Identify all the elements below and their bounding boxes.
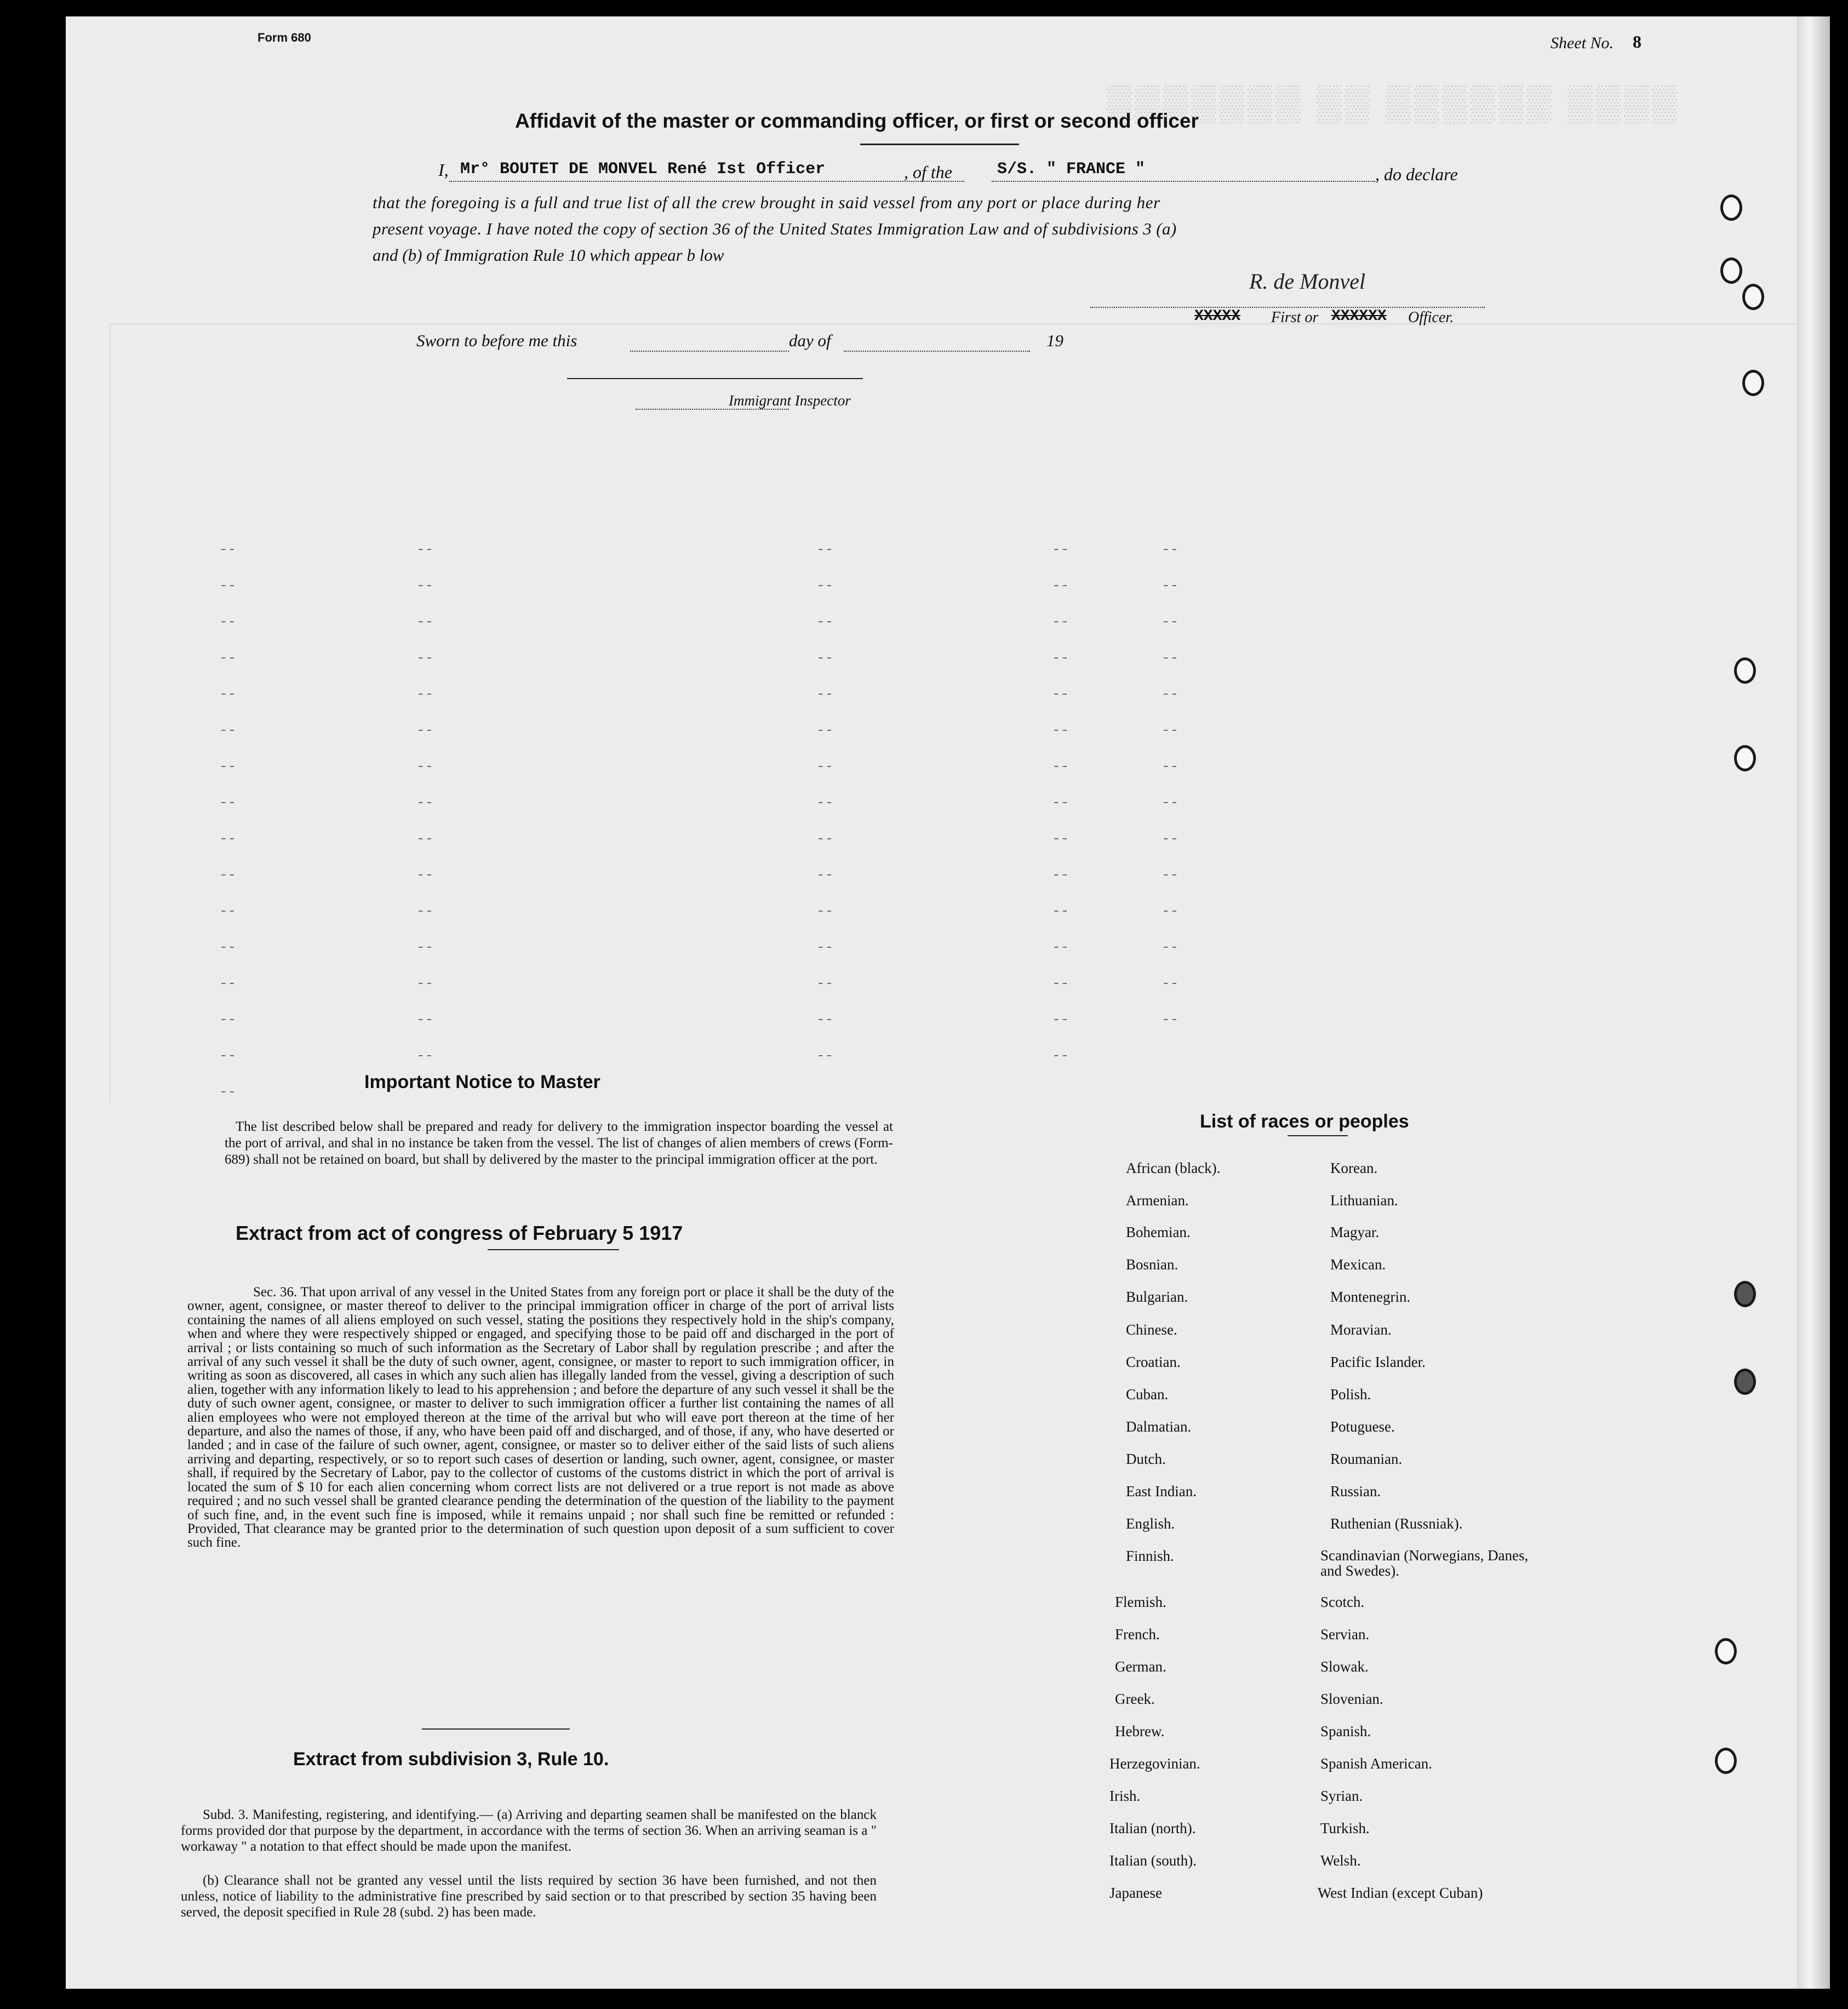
officer-name-line <box>449 181 964 182</box>
race-item: French. <box>1115 1626 1160 1642</box>
sheet-label: Sheet No. <box>1551 34 1614 52</box>
officer-signature: R. de Monvel <box>1249 269 1366 294</box>
binder-hole-icon <box>1742 284 1764 310</box>
binder-hole-icon <box>1720 194 1742 221</box>
signature-line <box>1090 307 1485 308</box>
race-item: Slowak. <box>1320 1658 1369 1675</box>
race-item: Finnish. <box>1126 1548 1174 1564</box>
race-item: Turkish. <box>1320 1820 1370 1836</box>
race-item: Roumanian. <box>1330 1451 1403 1467</box>
binder-edge <box>1797 16 1830 1989</box>
race-item: Mexican. <box>1330 1256 1386 1273</box>
race-item: Bulgarian. <box>1126 1289 1188 1305</box>
vessel-value: S/S. " FRANCE " <box>997 160 1146 179</box>
race-item: Japanese <box>1109 1885 1162 1901</box>
races-title-rule <box>1288 1135 1348 1136</box>
do-declare-label: , do declare <box>1375 164 1458 184</box>
notice-body: The list described below shall be prepared and ready for delivery to the immigration inspector boarding the vessel at the port of arrival, and shal in no instance be taken from the vessel. The list of changes of alien members of crews (Form-689) shall not be retained on board, but shall by delivered by the master to the principal immigration officer at the port. <box>225 1119 893 1167</box>
officer-title-suffix: Officer. <box>1408 309 1454 326</box>
race-item: Russian. <box>1330 1483 1381 1499</box>
race-item: Herzegovinian. <box>1109 1755 1200 1772</box>
document-page <box>66 16 1808 1989</box>
extract-rule-para-a: Subd. 3. Manifesting, registering, and identifying.— (a) Arriving and departing seamen shall be manifested on the blanck forms provided dor that purpose by the department, in accordance with the terms of section 36. When an arriving seaman is a " workaway " a notation to that effect should be made upon the manifest. <box>181 1807 877 1854</box>
race-item: Croatian. <box>1126 1354 1181 1370</box>
race-item: Pacific Islander. <box>1330 1354 1426 1370</box>
race-item: Slovenian. <box>1320 1691 1383 1707</box>
extract-act-body: Sec. 36. That upon arrival of any vessel in the United States from any foreign port or place it shall be the duty of the owner, agent, consignee, or master thereof to deliver to the principal immigration officer in charge of the port of arrival lists containing the names of all aliens employed on such vessel, stating the positions they respectively hold in the ship's company, when and where they were respectively shipped or engaged, and specifying those to be paid off and discharged in the port of arrival ; or lists containing so much of such information as the Secretary of Labor shall by regulation prescribe ; and after the arrival of any such vessel it shall be the duty of such owner, agent, consignee, or master to report to such immigration officer, in writing as soon as discovered, all cases in which any such alien has illegally landed from the vessel, giving a description of such alien, together with any information likely to lead to his apprehension ; and before the departure of any such vessel it shall be the duty of such owner agent, consignee, or master to deliver to such immigration officer a further list containing the names of all alien employees who were not employed thereon at the time of the arrival but who will eave port thereon at the time of her departure, and also the names of those, if any, who have been paid off and discharged, and of those, if any, who have deserted or landed ; and in case of the failure of such owner, agent, consignee, or master so to deliver either of the said lists of such aliens arriving and departing, respectively, or so to report such cases of desertion or landing, such owner, agent, consignee, or master shall, if required by the Secretary of Labor, pay to the collector of customs of the customs district in which the port of arrival is located the sum of $ 10 for each alien concerning whom correct lists are not delivered or a true report is not made as above required ; and no such vessel shall be granted clearance pending the determination of the question of the liability to the payment of such fine, and, in the event such fine is imposed, while it remains unpaid ; nor shall such fine be remitted or refunded : Provided, That clearance may be granted prior to the determination of such question upon deposit of a sum sufficient to cover such fine. <box>187 1285 894 1550</box>
race-item: Dalmatian. <box>1126 1418 1192 1435</box>
extract-rule-title: Extract from subdivision 3, Rule 10. <box>293 1749 609 1770</box>
binder-hole-icon <box>1734 1281 1756 1307</box>
race-item: Magyar. <box>1330 1224 1380 1240</box>
sworn-label: Sworn to before me this <box>416 331 577 350</box>
affidavit-line-3: present voyage. I have noted the copy of section 36 of the United States Immigration Law and of subdivisions 3 (a) <box>373 219 1177 238</box>
race-item: Bosnian. <box>1126 1256 1178 1273</box>
bleed-through-header: ▒▒▒▒▒▒▒ ▒▒ ▒▒▒▒▒▒ ▒▒▒▒ <box>1107 83 1680 122</box>
binder-hole-icon <box>1715 1638 1737 1664</box>
binder-hole-icon <box>1734 657 1756 684</box>
binder-hole-icon <box>1734 1369 1756 1395</box>
form-number: Form 680 <box>258 31 311 44</box>
extract-rule-para-b: (b) Clearance shall not be granted any vessel until the lists required by section 36 have been furnished, and not then unless, notice of liability to the administrative fine prescribed by said section or to that prescribed by section 35 having been served, the deposit specified in Rule 28 (subd. 2) has been made. <box>181 1873 877 1920</box>
race-item: Dutch. <box>1126 1451 1166 1467</box>
race-item: Irish. <box>1109 1788 1141 1804</box>
race-item: Lithuanian. <box>1330 1192 1398 1209</box>
race-item: African (black). <box>1126 1160 1221 1176</box>
sworn-month-line <box>844 351 1030 352</box>
race-item: Montenegrin. <box>1330 1289 1411 1305</box>
affidavit-line-4: and (b) of Immigration Rule 10 which appear b low <box>373 245 724 265</box>
race-item: Armenian. <box>1126 1192 1189 1209</box>
race-item: German. <box>1115 1658 1166 1675</box>
extract-act-rule <box>488 1249 619 1250</box>
notice-title: Important Notice to Master <box>364 1072 600 1092</box>
race-item: Cuban. <box>1126 1386 1169 1403</box>
ditto-column-marks-5: -- -- -- -- -- -- -- -- -- -- -- -- -- -- <box>1162 541 1179 1028</box>
race-item: Servian. <box>1320 1626 1370 1642</box>
race-item: Ruthenian (Russniak). <box>1330 1515 1463 1532</box>
race-item: Syrian. <box>1320 1788 1363 1804</box>
affidavit-line-2: that the foregoing is a full and true list of all the crew brought in said vessel from any port or place during her <box>373 193 1160 212</box>
affidavit-title: Affidavit of the master or commanding officer, or first or second officer <box>515 110 1199 132</box>
year-prefix: 19 <box>1046 331 1063 350</box>
race-item: Spanish American. <box>1320 1755 1432 1772</box>
binder-hole-icon <box>1734 745 1756 771</box>
race-item: English. <box>1126 1515 1175 1532</box>
officer-title-strike-2: XXXXXX <box>1331 308 1387 325</box>
ditto-column-marks: -- -- -- -- -- -- -- -- -- -- -- -- -- -- -- -- <box>219 541 237 1100</box>
race-item: Flemish. <box>1115 1594 1166 1610</box>
officer-title-first: First or <box>1271 309 1319 326</box>
bleed-through-grid <box>110 323 1798 1102</box>
extract-divider <box>422 1728 570 1730</box>
race-item: Scotch. <box>1320 1594 1365 1610</box>
race-item: Spanish. <box>1320 1723 1371 1739</box>
race-item: Bohemian. <box>1126 1224 1191 1240</box>
race-item: Italian (north). <box>1109 1820 1196 1836</box>
extract-act-title: Extract from act of congress of February 5 1917 <box>236 1222 683 1244</box>
inspector-label: Immigrant Inspector <box>729 392 851 409</box>
race-item: Potuguese. <box>1330 1418 1395 1435</box>
race-item: Hebrew. <box>1115 1723 1165 1739</box>
ditto-column-marks-4: -- -- -- -- -- -- -- -- -- -- -- -- -- -- -- <box>1052 541 1069 1064</box>
race-item: Welsh. <box>1320 1852 1361 1869</box>
race-item: Italian (south). <box>1109 1852 1197 1869</box>
vessel-line <box>992 181 1375 182</box>
race-item: Polish. <box>1330 1386 1371 1403</box>
race-item: West Indian (except Cuban) <box>1318 1885 1483 1901</box>
race-item: Chinese. <box>1126 1321 1177 1338</box>
title-rule <box>860 144 1019 145</box>
affidavit-prefix: I, <box>438 160 449 180</box>
day-of-label: day of <box>789 331 831 350</box>
race-item: Korean. <box>1330 1160 1378 1176</box>
binder-hole-icon <box>1720 257 1742 284</box>
binder-hole-icon <box>1715 1748 1737 1774</box>
binder-hole-icon <box>1742 370 1764 396</box>
races-title: List of races or peoples <box>1200 1111 1409 1132</box>
inspector-signature-line <box>567 378 863 379</box>
officer-name-value: Mr° BOUTET DE MONVEL René Ist Officer <box>460 160 826 179</box>
race-item: Moravian. <box>1330 1321 1392 1338</box>
race-item: East Indian. <box>1126 1483 1197 1499</box>
officer-title-strike: XXXXX <box>1194 308 1241 325</box>
sworn-day-line <box>630 351 789 352</box>
of-the-label: , of the <box>904 162 952 182</box>
sheet-number: 8 <box>1633 32 1641 51</box>
race-item: Scandinavian (Norwegians, Danes, and Swedes). <box>1320 1547 1529 1579</box>
ditto-column-marks-3: -- -- -- -- -- -- -- -- -- -- -- -- -- -- -- <box>816 541 834 1064</box>
ditto-column-marks-2: -- -- -- -- -- -- -- -- -- -- -- -- -- -- -- <box>416 541 434 1064</box>
race-item: Greek. <box>1115 1691 1155 1707</box>
